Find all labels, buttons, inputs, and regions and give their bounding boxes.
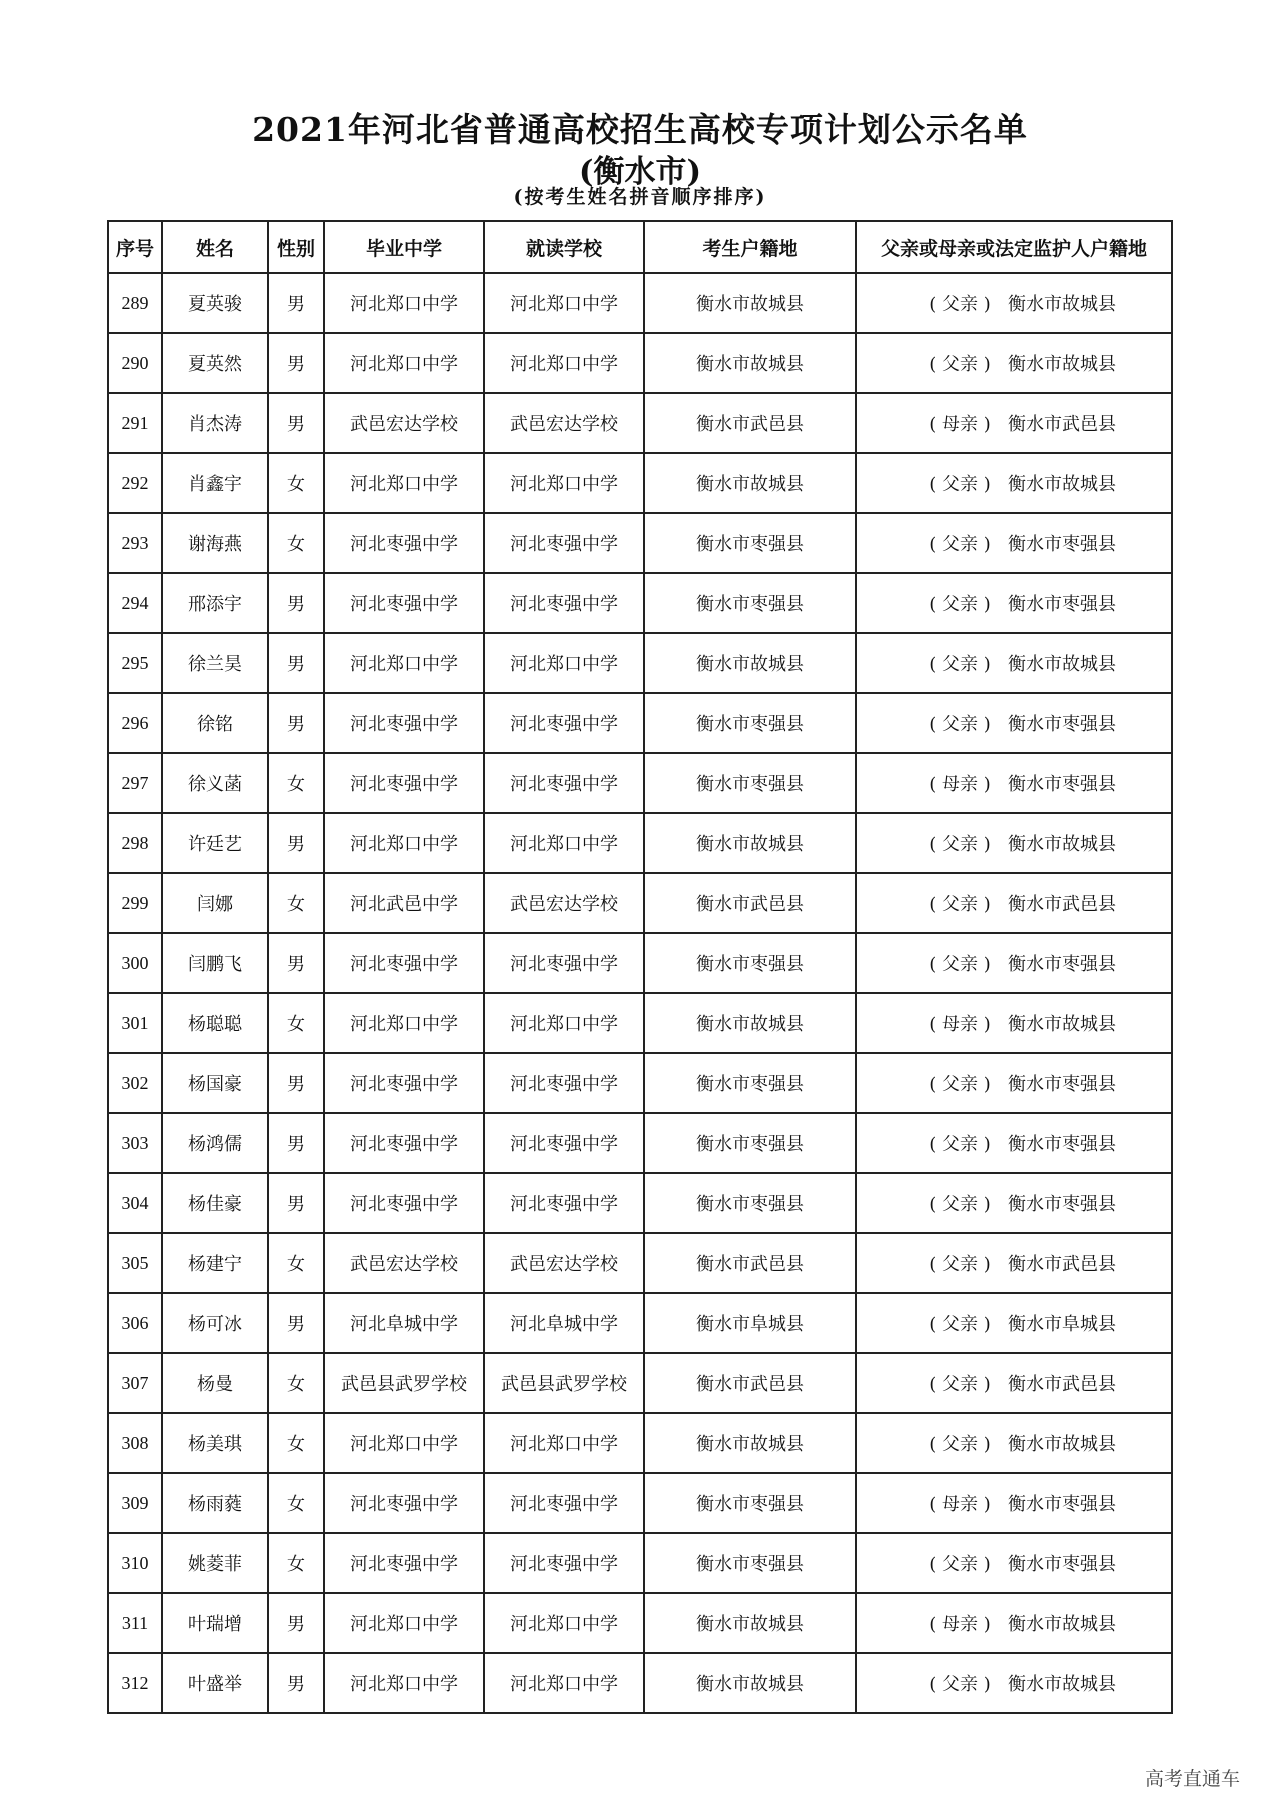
cell-no: 289 (108, 273, 162, 333)
cell-no: 299 (108, 873, 162, 933)
cell-household: 衡水市枣强县 (644, 1113, 856, 1173)
guardian-place: 衡水市故城县 (1008, 1434, 1116, 1455)
cell-name: 杨建宁 (162, 1233, 268, 1293)
cell-no: 304 (108, 1173, 162, 1233)
cell-no: 290 (108, 333, 162, 393)
cell-grad-school: 河北郑口中学 (324, 273, 484, 333)
cell-grad-school: 河北郑口中学 (324, 333, 484, 393)
cell-household: 衡水市枣强县 (644, 513, 856, 573)
table-row (108, 633, 1172, 693)
cell-household: 衡水市武邑县 (644, 1353, 856, 1413)
cell-guardian (856, 453, 1172, 513)
cell-grad-school: 河北郑口中学 (324, 1653, 484, 1713)
cell-grad-school: 河北阜城中学 (324, 1293, 484, 1353)
table-row (108, 1533, 1172, 1593)
guardian-place: 衡水市枣强县 (1008, 954, 1116, 975)
cell-grad-school: 河北郑口中学 (324, 1413, 484, 1473)
cell-no: 294 (108, 573, 162, 633)
cell-guardian (856, 1413, 1172, 1473)
guardian-place: 衡水市武邑县 (1008, 414, 1116, 435)
cell-gender: 男 (268, 1173, 324, 1233)
cell-name: 杨可冰 (162, 1293, 268, 1353)
cell-guardian (856, 273, 1172, 333)
guardian-relation: ( 父亲 ) (929, 654, 991, 675)
cell-no: 293 (108, 513, 162, 573)
cell-gender: 女 (268, 453, 324, 513)
cell-current-school: 河北郑口中学 (484, 453, 644, 513)
cell-grad-school: 武邑宏达学校 (324, 393, 484, 453)
guardian-place: 衡水市故城县 (1008, 354, 1116, 375)
cell-gender: 男 (268, 1113, 324, 1173)
cell-no: 306 (108, 1293, 162, 1353)
city-subtitle: (衡水市) (578, 154, 702, 190)
cell-guardian (856, 1653, 1172, 1713)
cell-current-school: 武邑宏达学校 (484, 873, 644, 933)
cell-household: 衡水市阜城县 (644, 1293, 856, 1353)
cell-guardian (856, 1293, 1172, 1353)
guardian-place: 衡水市枣强县 (1008, 1194, 1116, 1215)
cell-name: 杨鸿儒 (162, 1113, 268, 1173)
cell-no: 297 (108, 753, 162, 813)
table-row (108, 1173, 1172, 1233)
cell-current-school: 河北郑口中学 (484, 1593, 644, 1653)
table-row (108, 393, 1172, 453)
cell-no: 311 (108, 1593, 162, 1653)
cell-name: 杨曼 (162, 1353, 268, 1413)
guardian-relation: ( 父亲 ) (929, 1194, 991, 1215)
cell-gender: 男 (268, 1053, 324, 1113)
table-row (108, 1413, 1172, 1473)
guardian-relation: ( 父亲 ) (929, 1254, 991, 1275)
cell-name: 姚菱菲 (162, 1533, 268, 1593)
cell-guardian (856, 1173, 1172, 1233)
cell-gender: 女 (268, 753, 324, 813)
cell-current-school: 河北郑口中学 (484, 273, 644, 333)
page-title: 2021年河北省普通高校招生高校专项计划公示名单 (252, 110, 1028, 149)
cell-grad-school: 河北枣强中学 (324, 1173, 484, 1233)
guardian-place: 衡水市武邑县 (1008, 894, 1116, 915)
table-row (108, 1293, 1172, 1353)
table-row (108, 273, 1172, 333)
guardian-relation: ( 母亲 ) (929, 1494, 991, 1515)
cell-current-school: 河北郑口中学 (484, 333, 644, 393)
table-row (108, 1593, 1172, 1653)
table-row (108, 1053, 1172, 1113)
guardian-place: 衡水市枣强县 (1008, 774, 1116, 795)
cell-current-school: 河北枣强中学 (484, 1473, 644, 1533)
cell-no: 296 (108, 693, 162, 753)
cell-name: 徐兰昊 (162, 633, 268, 693)
cell-name: 杨雨蕤 (162, 1473, 268, 1533)
cell-name: 夏英骏 (162, 273, 268, 333)
cell-household: 衡水市故城县 (644, 273, 856, 333)
cell-household: 衡水市枣强县 (644, 933, 856, 993)
cell-grad-school: 河北枣强中学 (324, 1113, 484, 1173)
cell-name: 许廷艺 (162, 813, 268, 873)
cell-no: 308 (108, 1413, 162, 1473)
cell-gender: 男 (268, 813, 324, 873)
cell-household: 衡水市枣强县 (644, 1173, 856, 1233)
cell-guardian (856, 993, 1172, 1053)
table-row (108, 1353, 1172, 1413)
cell-household: 衡水市枣强县 (644, 753, 856, 813)
cell-current-school: 河北阜城中学 (484, 1293, 644, 1353)
table-header-row (108, 221, 1172, 273)
cell-name: 闫娜 (162, 873, 268, 933)
guardian-relation: ( 父亲 ) (929, 1554, 991, 1575)
cell-no: 310 (108, 1533, 162, 1593)
cell-name: 杨美琪 (162, 1413, 268, 1473)
cell-guardian (856, 393, 1172, 453)
cell-gender: 男 (268, 573, 324, 633)
cell-guardian (856, 933, 1172, 993)
cell-guardian (856, 633, 1172, 693)
col-header-grad-school: 毕业中学 (324, 221, 484, 273)
cell-gender: 男 (268, 1653, 324, 1713)
candidate-table (107, 220, 1173, 1714)
cell-current-school: 河北枣强中学 (484, 1053, 644, 1113)
guardian-relation: ( 母亲 ) (929, 1614, 991, 1635)
guardian-relation: ( 父亲 ) (929, 1434, 991, 1455)
cell-grad-school: 河北郑口中学 (324, 453, 484, 513)
cell-current-school: 河北枣强中学 (484, 1173, 644, 1233)
cell-no: 312 (108, 1653, 162, 1713)
guardian-place: 衡水市枣强县 (1008, 594, 1116, 615)
cell-name: 徐铭 (162, 693, 268, 753)
cell-current-school: 河北枣强中学 (484, 753, 644, 813)
cell-name: 杨国豪 (162, 1053, 268, 1113)
cell-gender: 男 (268, 393, 324, 453)
cell-gender: 男 (268, 1293, 324, 1353)
cell-no: 302 (108, 1053, 162, 1113)
cell-household: 衡水市故城县 (644, 1593, 856, 1653)
cell-gender: 女 (268, 1233, 324, 1293)
col-header-name: 姓名 (162, 221, 268, 273)
cell-grad-school: 河北枣强中学 (324, 573, 484, 633)
table-row (108, 1113, 1172, 1173)
cell-current-school: 河北郑口中学 (484, 1653, 644, 1713)
cell-household: 衡水市枣强县 (644, 1053, 856, 1113)
cell-guardian (856, 813, 1172, 873)
guardian-place: 衡水市故城县 (1008, 834, 1116, 855)
cell-grad-school: 河北枣强中学 (324, 753, 484, 813)
cell-name: 肖杰涛 (162, 393, 268, 453)
cell-gender: 女 (268, 1353, 324, 1413)
cell-no: 305 (108, 1233, 162, 1293)
cell-current-school: 河北枣强中学 (484, 513, 644, 573)
table-row (108, 813, 1172, 873)
guardian-relation: ( 父亲 ) (929, 354, 991, 375)
cell-guardian (856, 513, 1172, 573)
table-row (108, 513, 1172, 573)
guardian-place: 衡水市故城县 (1008, 474, 1116, 495)
cell-no: 303 (108, 1113, 162, 1173)
cell-grad-school: 河北郑口中学 (324, 993, 484, 1053)
cell-guardian (856, 753, 1172, 813)
guardian-place: 衡水市枣强县 (1008, 1554, 1116, 1575)
cell-gender: 男 (268, 933, 324, 993)
cell-grad-school: 河北郑口中学 (324, 633, 484, 693)
cell-gender: 男 (268, 333, 324, 393)
cell-guardian (856, 1113, 1172, 1173)
sort-note: (按考生姓名拼音顺序排序) (513, 186, 767, 208)
table-row (108, 453, 1172, 513)
guardian-place: 衡水市阜城县 (1008, 1314, 1116, 1335)
cell-current-school: 武邑县武罗学校 (484, 1353, 644, 1413)
cell-current-school: 河北郑口中学 (484, 633, 644, 693)
cell-grad-school: 河北枣强中学 (324, 1533, 484, 1593)
guardian-relation: ( 父亲 ) (929, 1674, 991, 1695)
cell-current-school: 武邑宏达学校 (484, 393, 644, 453)
cell-grad-school: 河北武邑中学 (324, 873, 484, 933)
cell-grad-school: 武邑宏达学校 (324, 1233, 484, 1293)
guardian-relation: ( 父亲 ) (929, 294, 991, 315)
guardian-relation: ( 父亲 ) (929, 894, 991, 915)
cell-current-school: 河北郑口中学 (484, 993, 644, 1053)
guardian-place: 衡水市枣强县 (1008, 1134, 1116, 1155)
cell-name: 杨佳豪 (162, 1173, 268, 1233)
cell-gender: 女 (268, 1413, 324, 1473)
guardian-relation: ( 父亲 ) (929, 714, 991, 735)
cell-name: 谢海燕 (162, 513, 268, 573)
guardian-relation: ( 父亲 ) (929, 474, 991, 495)
cell-household: 衡水市枣强县 (644, 693, 856, 753)
cell-gender: 女 (268, 873, 324, 933)
guardian-place: 衡水市故城县 (1008, 1614, 1116, 1635)
cell-gender: 男 (268, 1593, 324, 1653)
guardian-place: 衡水市故城县 (1008, 1014, 1116, 1035)
cell-grad-school: 河北枣强中学 (324, 933, 484, 993)
cell-gender: 女 (268, 513, 324, 573)
cell-name: 肖鑫宇 (162, 453, 268, 513)
cell-gender: 男 (268, 273, 324, 333)
cell-household: 衡水市故城县 (644, 453, 856, 513)
cell-grad-school: 河北郑口中学 (324, 813, 484, 873)
cell-household: 衡水市故城县 (644, 993, 856, 1053)
cell-no: 301 (108, 993, 162, 1053)
cell-household: 衡水市故城县 (644, 1413, 856, 1473)
guardian-place: 衡水市枣强县 (1008, 534, 1116, 555)
cell-household: 衡水市故城县 (644, 813, 856, 873)
col-header-household: 考生户籍地 (644, 221, 856, 273)
cell-no: 292 (108, 453, 162, 513)
cell-grad-school: 武邑县武罗学校 (324, 1353, 484, 1413)
cell-current-school: 河北枣强中学 (484, 573, 644, 633)
cell-no: 307 (108, 1353, 162, 1413)
cell-household: 衡水市枣强县 (644, 573, 856, 633)
cell-guardian (856, 1473, 1172, 1533)
col-header-gender: 性别 (268, 221, 324, 273)
cell-name: 邢添宇 (162, 573, 268, 633)
cell-gender: 男 (268, 633, 324, 693)
guardian-place: 衡水市枣强县 (1008, 1494, 1116, 1515)
guardian-relation: ( 父亲 ) (929, 954, 991, 975)
cell-current-school: 河北枣强中学 (484, 1533, 644, 1593)
col-header-no: 序号 (108, 221, 162, 273)
guardian-place: 衡水市枣强县 (1008, 714, 1116, 735)
table-row (108, 753, 1172, 813)
cell-household: 衡水市武邑县 (644, 873, 856, 933)
cell-name: 叶瑞增 (162, 1593, 268, 1653)
watermark-text: 高考直通车 (1144, 1768, 1240, 1790)
col-header-current-school: 就读学校 (484, 221, 644, 273)
guardian-place: 衡水市故城县 (1008, 1674, 1116, 1695)
cell-grad-school: 河北枣强中学 (324, 1053, 484, 1113)
cell-current-school: 河北枣强中学 (484, 933, 644, 993)
table-row (108, 993, 1172, 1053)
cell-household: 衡水市故城县 (644, 633, 856, 693)
cell-guardian (856, 693, 1172, 753)
cell-name: 杨聪聪 (162, 993, 268, 1053)
cell-gender: 女 (268, 1473, 324, 1533)
guardian-relation: ( 父亲 ) (929, 1134, 991, 1155)
guardian-place: 衡水市武邑县 (1008, 1254, 1116, 1275)
guardian-relation: ( 父亲 ) (929, 1074, 991, 1095)
cell-guardian (856, 333, 1172, 393)
table-row (108, 693, 1172, 753)
guardian-place: 衡水市武邑县 (1008, 1374, 1116, 1395)
cell-no: 291 (108, 393, 162, 453)
guardian-relation: ( 父亲 ) (929, 1314, 991, 1335)
guardian-relation: ( 母亲 ) (929, 774, 991, 795)
cell-household: 衡水市枣强县 (644, 1533, 856, 1593)
guardian-place: 衡水市故城县 (1008, 294, 1116, 315)
cell-household: 衡水市枣强县 (644, 1473, 856, 1533)
cell-guardian (856, 1533, 1172, 1593)
guardian-relation: ( 父亲 ) (929, 1374, 991, 1395)
cell-name: 叶盛举 (162, 1653, 268, 1713)
cell-current-school: 河北枣强中学 (484, 1113, 644, 1173)
guardian-relation: ( 父亲 ) (929, 534, 991, 555)
cell-no: 300 (108, 933, 162, 993)
table-row (108, 933, 1172, 993)
cell-no: 298 (108, 813, 162, 873)
col-header-guardian-household: 父亲或母亲或法定监护人户籍地 (856, 221, 1172, 273)
cell-grad-school: 河北枣强中学 (324, 1473, 484, 1533)
table-row (108, 1233, 1172, 1293)
cell-name: 闫鹏飞 (162, 933, 268, 993)
cell-guardian (856, 1593, 1172, 1653)
cell-household: 衡水市武邑县 (644, 393, 856, 453)
table-row (108, 1473, 1172, 1533)
cell-grad-school: 河北郑口中学 (324, 1593, 484, 1653)
cell-current-school: 河北枣强中学 (484, 693, 644, 753)
table-row (108, 1653, 1172, 1713)
guardian-relation: ( 父亲 ) (929, 834, 991, 855)
cell-guardian (856, 873, 1172, 933)
guardian-relation: ( 母亲 ) (929, 414, 991, 435)
cell-guardian (856, 1233, 1172, 1293)
cell-household: 衡水市武邑县 (644, 1233, 856, 1293)
guardian-place: 衡水市故城县 (1008, 654, 1116, 675)
cell-gender: 男 (268, 693, 324, 753)
cell-no: 309 (108, 1473, 162, 1533)
cell-current-school: 河北郑口中学 (484, 813, 644, 873)
cell-guardian (856, 573, 1172, 633)
cell-guardian (856, 1053, 1172, 1113)
guardian-relation: ( 母亲 ) (929, 1014, 991, 1035)
cell-no: 295 (108, 633, 162, 693)
cell-household: 衡水市故城县 (644, 1653, 856, 1713)
table-row (108, 573, 1172, 633)
cell-name: 夏英然 (162, 333, 268, 393)
cell-current-school: 河北郑口中学 (484, 1413, 644, 1473)
guardian-place: 衡水市枣强县 (1008, 1074, 1116, 1095)
table-row (108, 333, 1172, 393)
table-row (108, 873, 1172, 933)
cell-grad-school: 河北枣强中学 (324, 693, 484, 753)
cell-guardian (856, 1353, 1172, 1413)
cell-name: 徐义菡 (162, 753, 268, 813)
cell-grad-school: 河北枣强中学 (324, 513, 484, 573)
cell-gender: 女 (268, 1533, 324, 1593)
guardian-relation: ( 父亲 ) (929, 594, 991, 615)
cell-gender: 女 (268, 993, 324, 1053)
cell-current-school: 武邑宏达学校 (484, 1233, 644, 1293)
cell-household: 衡水市故城县 (644, 333, 856, 393)
